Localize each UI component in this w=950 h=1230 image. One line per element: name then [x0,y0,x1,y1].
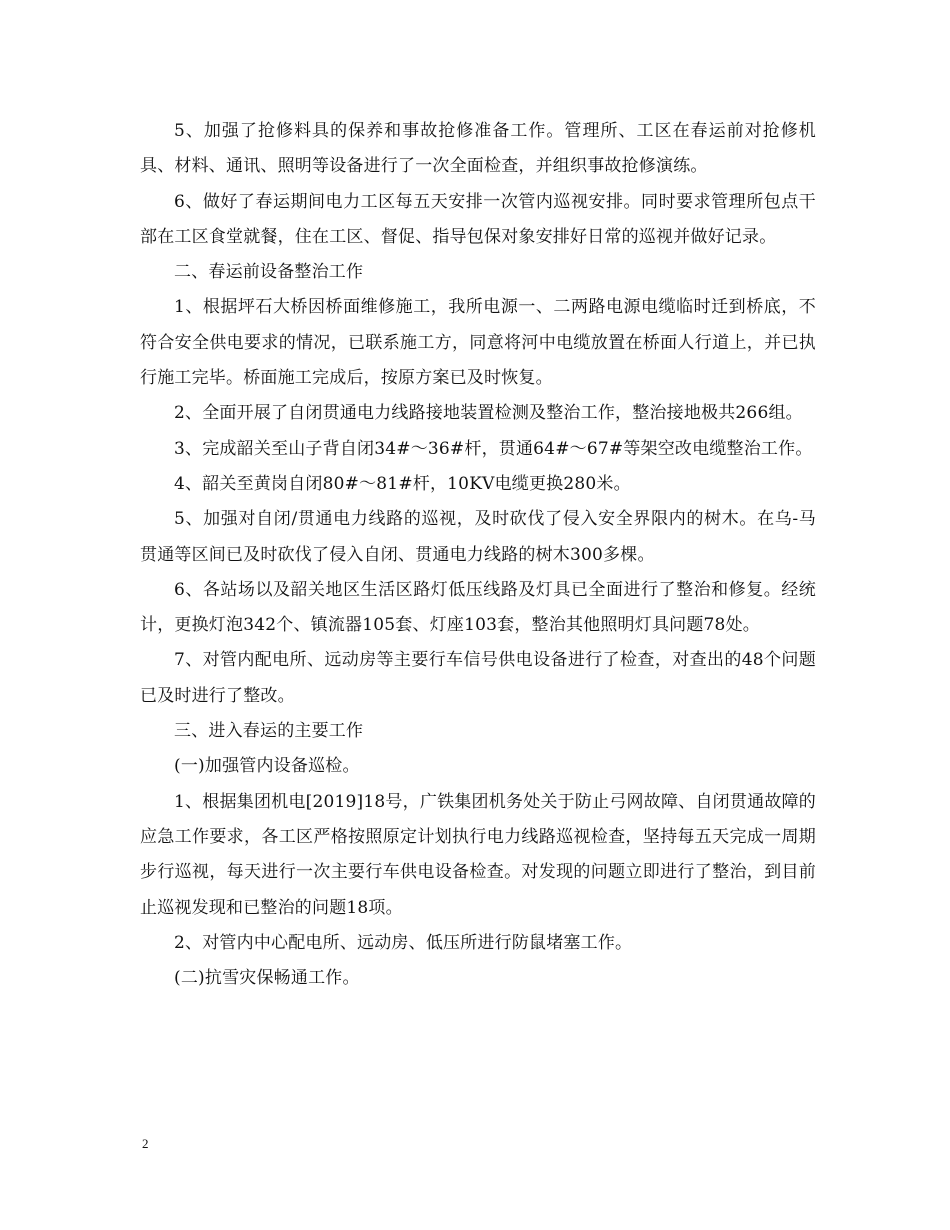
paragraph: 6、做好了春运期间电力工区每五天安排一次管内巡视安排。同时要求管理所包点干部在工区食堂就餐，住在工区、督促、指导包保对象安排好日常的巡视并做好记录。 [140,191,816,247]
section-heading: 三、进入春运的主要工作 [174,721,364,742]
paragraph: 2、对管内中心配电所、远动房、低压所进行防鼠堵塞工作。 [174,932,633,953]
paragraph: 6、各站场以及韶关地区生活区路灯低压线路及灯具已全面进行了整治和修复。经统计，更换灯泡342个、镇流器105套、灯座103套，整治其他照明灯具问题78处。 [140,579,816,636]
paragraph: 1、根据集团机电[2019]18号，广铁集团机务处关于防止弓网故障、自闭贯通故障的应急工作要求，各工区严格按照原定计划执行电力线路巡视检查，坚持每五天完成一周期步行巡视，每天进行一次主要行车供电设备检查。对发现的问题立即进行了整治，到目前止巡视发现和已整治的问题18项。 [140,791,816,918]
subsection-heading: (一)加强管内设备巡检。 [174,756,360,777]
section-heading: 二、春运前设备整治工作 [174,262,364,283]
paragraph: 2、全面开展了自闭贯通电力线路接地装置检测及整治工作，整治接地极共266组。 [174,403,803,424]
document-body [140,114,816,996]
paragraph: 3、完成韶关至山子背自闭34#～36#杆，贯通64#～67#等架空改电缆整治工作。 [174,438,813,459]
paragraph: 4、韶关至黄岗自闭80#～81#杆，10KV电缆更换280米。 [174,473,631,494]
paragraph: 1、根据坪石大桥因桥面维修施工，我所电源一、二两路电源电缆临时迁到桥底，不符合安全供电要求的情况，已联系施工方，同意将河中电缆放置在桥面人行道上，并已执行施工完毕。桥面施工完成后，按原方案已及时恢复。 [140,297,816,389]
paragraph: 7、对管内配电所、远动房等主要行车信号供电设备进行了检查，对查出的48个问题已及时进行了整改。 [140,650,816,706]
paragraph: 5、加强了抢修料具的保养和事故抢修准备工作。管理所、工区在春运前对抢修机具、材料、通讯、照明等设备进行了一次全面检查，并组织事故抢修演练。 [140,121,816,177]
page-number: 2 [142,1136,149,1151]
paragraph: 5、加强对自闭/贯通电力线路的巡视，及时砍伐了侵入安全界限内的树木。在乌-马贯通等区间已及时砍伐了侵入自闭、贯通电力线路的树木300多棵。 [140,509,816,565]
subsection-heading: (二)抗雪灾保畅通工作。 [174,968,360,989]
